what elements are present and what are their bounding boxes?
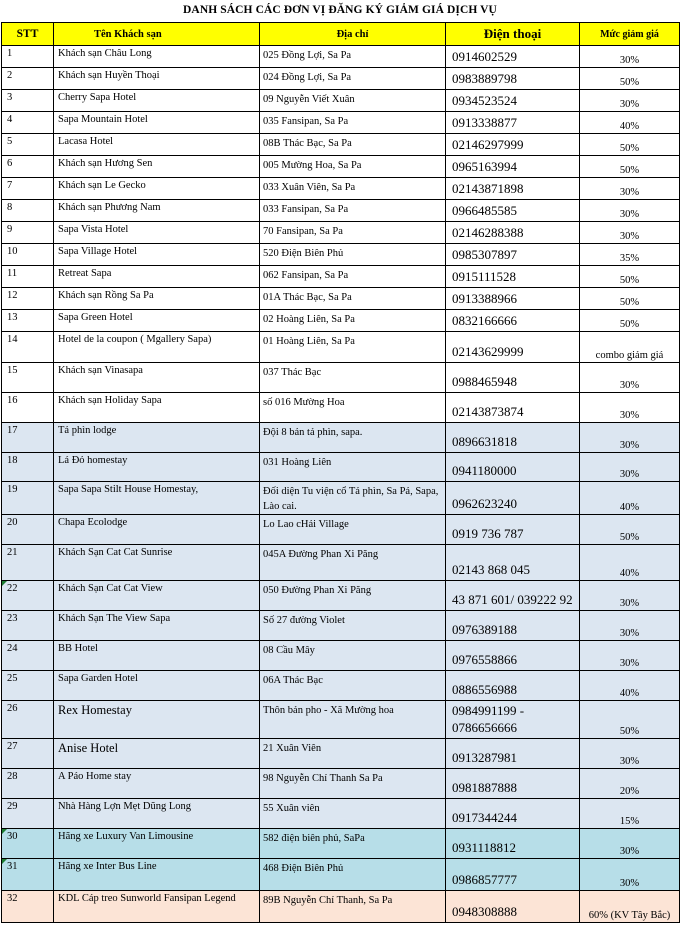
phone-cell[interactable]: 0896631818 [446,423,580,453]
phone-cell[interactable]: 02143629999 [446,332,580,363]
discount-cell[interactable]: 50% [580,156,680,178]
table-row [2,68,680,90]
discount-cell[interactable]: 50% [580,701,680,739]
phone-cell[interactable]: 02146297999 [446,134,580,156]
address-cell[interactable]: 09 Nguyễn Viết Xuân [260,90,446,112]
table-row [2,332,680,363]
discount-cell[interactable]: 30% [580,222,680,244]
table-row [2,46,680,68]
name-cell[interactable]: Hotel de la coupon ( Mgallery Sapa) [54,332,260,363]
address-cell[interactable]: Lo Lao cHải Village [260,515,446,545]
stt-cell[interactable]: 28 [2,769,54,799]
discount-cell[interactable]: 30% [580,363,680,393]
stt-cell[interactable]: 10 [2,244,54,266]
table-row [2,363,680,393]
address-cell[interactable]: 01 Hoàng Liên, Sa Pa [260,332,446,363]
discount-cell[interactable]: 40% [580,671,680,701]
discount-cell[interactable]: 30% [580,739,680,769]
phone-cell[interactable]: 0966485585 [446,200,580,222]
phone-cell[interactable]: 0886556988 [446,671,580,701]
discount-cell[interactable]: 50% [580,134,680,156]
stt-cell[interactable]: 16 [2,393,54,423]
header-discount[interactable]: Mức giảm giá [580,23,680,46]
address-cell[interactable]: 582 điện biên phủ, SaPa [260,829,446,859]
discount-cell[interactable]: 35% [580,244,680,266]
table-row [2,859,680,891]
table-row [2,423,680,453]
address-cell[interactable]: Đối diện Tu viện cổ Tả phìn, Sa Pả, Sapa, Lào cai. [260,482,446,515]
stt-cell[interactable]: 22 [2,581,54,611]
table-row [2,112,680,134]
table-row [2,829,680,859]
name-cell[interactable]: Rex Homestay [54,701,260,739]
name-cell[interactable]: Khách sạn Vinasapa [54,363,260,393]
table-row [2,799,680,829]
discount-cell[interactable]: 40% [580,482,680,515]
phone-cell[interactable]: 02143871898 [446,178,580,200]
phone-cell[interactable]: 0962623240 [446,482,580,515]
stt-cell[interactable]: 24 [2,641,54,671]
stt-cell[interactable]: 31 [2,859,54,891]
address-cell[interactable]: 033 Fansipan, Sa Pa [260,200,446,222]
name-cell[interactable]: Sapa Sapa Stilt House Homestay, [54,482,260,515]
phone-cell[interactable]: 0931118812 [446,829,580,859]
phone-cell[interactable]: 0986857777 [446,859,580,891]
address-cell[interactable]: 045A Đường Phan Xi Păng [260,545,446,581]
stt-cell[interactable]: 26 [2,701,54,739]
phone-cell[interactable]: 0914602529 [446,46,580,68]
name-cell[interactable]: Sapa Vista Hotel [54,222,260,244]
phone-cell[interactable]: 43 871 601/ 039222 92 [446,581,580,611]
stt-cell[interactable]: 21 [2,545,54,581]
phone-cell[interactable]: 0832166666 [446,310,580,332]
address-cell[interactable]: 70 Fansipan, Sa Pa [260,222,446,244]
discount-cell[interactable]: 15% [580,799,680,829]
stt-cell[interactable]: 4 [2,112,54,134]
header-row [2,23,680,46]
address-cell[interactable]: 468 Điện Biên Phủ [260,859,446,891]
discount-cell[interactable]: 30% [580,46,680,68]
address-cell[interactable]: 06A Thác Bạc [260,671,446,701]
address-cell[interactable]: 037 Thác Bạc [260,363,446,393]
name-cell[interactable]: BB Hotel [54,641,260,671]
table-row [2,545,680,581]
table-row [2,266,680,288]
address-cell[interactable]: 02 Hoàng Liên, Sa Pa [260,310,446,332]
stt-cell[interactable]: 20 [2,515,54,545]
phone-cell[interactable]: 0913287981 [446,739,580,769]
table-row [2,200,680,222]
stt-cell[interactable]: 29 [2,799,54,829]
stt-cell[interactable]: 2 [2,68,54,90]
table-row [2,482,680,515]
phone-cell[interactable]: 0913388966 [446,288,580,310]
phone-cell[interactable]: 0934523524 [446,90,580,112]
address-cell[interactable]: 21 Xuân Viên [260,739,446,769]
stt-cell[interactable]: 11 [2,266,54,288]
phone-cell[interactable]: 02143873874 [446,393,580,423]
stt-cell[interactable]: 9 [2,222,54,244]
name-cell[interactable]: Khách sạn Hương Sen [54,156,260,178]
stt-cell[interactable]: 19 [2,482,54,515]
phone-cell[interactable]: 0917344244 [446,799,580,829]
phone-cell[interactable]: 0915111528 [446,266,580,288]
stt-cell[interactable]: 3 [2,90,54,112]
address-cell[interactable]: số 016 Mường Hoa [260,393,446,423]
address-cell[interactable]: 062 Fansipan, Sa Pa [260,266,446,288]
stt-cell[interactable]: 27 [2,739,54,769]
discount-cell[interactable]: 30% [580,423,680,453]
name-cell[interactable]: Sapa Village Hotel [54,244,260,266]
phone-cell[interactable]: 0985307897 [446,244,580,266]
table-row [2,453,680,482]
discount-cell[interactable]: 30% [580,178,680,200]
discount-cell[interactable]: 50% [580,515,680,545]
table-row [2,288,680,310]
address-cell[interactable]: 01A Thác Bạc, Sa Pa [260,288,446,310]
discount-cell[interactable]: 30% [580,829,680,859]
name-cell[interactable]: Khách sạn Huyền Thoại [54,68,260,90]
name-cell[interactable]: KDL Cáp treo Sunworld Fansipan Legend [54,891,260,923]
address-cell[interactable]: 98 Nguyễn Chí Thanh Sa Pa [260,769,446,799]
name-cell[interactable]: Cherry Sapa Hotel [54,90,260,112]
phone-cell[interactable]: 0965163994 [446,156,580,178]
name-cell[interactable]: Lá Đỏ homestay [54,453,260,482]
discount-cell[interactable]: 20% [580,769,680,799]
table-row [2,90,680,112]
name-cell[interactable]: Khách Sạn The View Sapa [54,611,260,641]
stt-cell[interactable]: 25 [2,671,54,701]
header-stt[interactable]: STT [2,23,54,46]
stt-cell[interactable]: 7 [2,178,54,200]
stt-cell[interactable]: 1 [2,46,54,68]
sheet-title: DANH SÁCH CÁC ĐƠN VỊ ĐĂNG KÝ GIẢM GIÁ DỊCH VỤ [183,4,497,16]
table-row [2,891,680,923]
name-cell[interactable]: Retreat Sapa [54,266,260,288]
name-cell[interactable]: Tả phìn lodge [54,423,260,453]
discount-cell[interactable]: 30% [580,393,680,423]
name-cell[interactable]: Khách sạn Le Gecko [54,178,260,200]
phone-cell[interactable]: 0983889798 [446,68,580,90]
name-cell[interactable]: Lacasa Hotel [54,134,260,156]
address-cell[interactable]: 08B Thác Bạc, Sa Pa [260,134,446,156]
name-cell[interactable]: Nhà Hàng Lợn Mẹt Dũng Long [54,799,260,829]
table-row [2,244,680,266]
stt-cell[interactable]: 23 [2,611,54,641]
discount-cell[interactable]: 30% [580,90,680,112]
address-cell[interactable]: Số 27 đường Violet [260,611,446,641]
phone-cell[interactable]: 0976558866 [446,641,580,671]
phone-cell[interactable]: 0941180000 [446,453,580,482]
stt-cell[interactable]: 15 [2,363,54,393]
address-cell[interactable]: 89B Nguyễn Chí Thanh, Sa Pa [260,891,446,923]
table-row [2,581,680,611]
discount-cell[interactable]: 50% [580,266,680,288]
address-cell[interactable]: 520 Điện Biên Phủ [260,244,446,266]
table-row [2,671,680,701]
discount-cell[interactable]: 30% [580,859,680,891]
address-cell[interactable]: 024 Đồng Lợi, Sa Pa [260,68,446,90]
name-cell[interactable]: Khách sạn Holiday Sapa [54,393,260,423]
discount-cell[interactable]: 60% (KV Tây Bắc) [580,891,680,923]
name-cell[interactable]: Khách sạn Rồng Sa Pa [54,288,260,310]
table-row [2,134,680,156]
name-cell[interactable]: Chapa Ecolodge [54,515,260,545]
discount-cell[interactable]: 50% [580,310,680,332]
discount-cell[interactable]: 40% [580,545,680,581]
discount-cell[interactable]: 50% [580,288,680,310]
name-cell[interactable]: Khách Sạn Cat Cat Sunrise [54,545,260,581]
address-cell[interactable]: Đội 8 bản tả phìn, sapa. [260,423,446,453]
stt-cell[interactable]: 30 [2,829,54,859]
stt-cell[interactable]: 6 [2,156,54,178]
phone-cell[interactable]: 02143 868 045 [446,545,580,581]
stt-cell[interactable]: 8 [2,200,54,222]
phone-cell[interactable]: 0919 736 787 [446,515,580,545]
address-cell[interactable]: 005 Mường Hoa, Sa Pa [260,156,446,178]
table-row [2,515,680,545]
stt-cell[interactable]: 14 [2,332,54,363]
stt-cell[interactable]: 18 [2,453,54,482]
stt-cell[interactable]: 13 [2,310,54,332]
name-cell[interactable]: Anise Hotel [54,739,260,769]
address-cell[interactable]: 050 Đường Phan Xi Păng [260,581,446,611]
stt-cell[interactable]: 32 [2,891,54,923]
name-cell[interactable]: Khách sạn Phương Nam [54,200,260,222]
address-cell[interactable]: 035 Fansipan, Sa Pa [260,112,446,134]
name-cell[interactable]: Sapa Green Hotel [54,310,260,332]
name-cell[interactable]: Sapa Garden Hotel [54,671,260,701]
table-row [2,701,680,739]
name-cell[interactable]: A Páo Home stay [54,769,260,799]
discount-cell[interactable]: 50% [580,68,680,90]
phone-cell[interactable]: 0976389188 [446,611,580,641]
discount-cell[interactable]: 30% [580,453,680,482]
address-cell[interactable]: 033 Xuân Viên, Sa Pa [260,178,446,200]
header-name[interactable]: Tên Khách sạn [54,23,260,46]
discount-cell[interactable]: 40% [580,112,680,134]
discount-table [1,22,680,923]
address-cell[interactable]: 025 Đồng Lợi, Sa Pa [260,46,446,68]
table-row [2,769,680,799]
table-row [2,739,680,769]
table-row [2,310,680,332]
name-cell[interactable]: Hãng xe Inter Bus Line [54,859,260,891]
name-cell[interactable]: Hãng xe Luxury Van Limousine [54,829,260,859]
table-row [2,156,680,178]
name-cell[interactable]: Sapa Mountain Hotel [54,112,260,134]
discount-cell[interactable]: 30% [580,581,680,611]
address-cell[interactable]: 08 Cầu Mây [260,641,446,671]
phone-cell[interactable]: 0913338877 [446,112,580,134]
stt-cell[interactable]: 12 [2,288,54,310]
phone-cell[interactable]: 0988465948 [446,363,580,393]
discount-cell[interactable]: 30% [580,641,680,671]
header-address[interactable]: Địa chỉ [260,23,446,46]
name-cell[interactable]: Khách Sạn Cat Cat View [54,581,260,611]
table-row [2,178,680,200]
table-row [2,222,680,244]
name-cell[interactable]: Khách sạn Châu Long [54,46,260,68]
address-cell[interactable]: Thôn bản pho - Xã Mường hoa [260,701,446,739]
discount-cell[interactable]: 30% [580,200,680,222]
table-row [2,393,680,423]
discount-cell[interactable]: combo giảm giá [580,332,680,363]
stt-cell[interactable]: 17 [2,423,54,453]
header-phone[interactable]: Điện thoại [446,23,580,46]
address-cell[interactable]: 031 Hoàng Liên [260,453,446,482]
table-row [2,641,680,671]
discount-cell[interactable]: 30% [580,611,680,641]
address-cell[interactable]: 55 Xuân viên [260,799,446,829]
phone-cell[interactable]: 0984991199 - 0786656666 [446,701,580,739]
table-row [2,611,680,641]
phone-cell[interactable]: 02146288388 [446,222,580,244]
stt-cell[interactable]: 5 [2,134,54,156]
phone-cell[interactable]: 0981887888 [446,769,580,799]
phone-cell[interactable]: 0948308888 [446,891,580,923]
